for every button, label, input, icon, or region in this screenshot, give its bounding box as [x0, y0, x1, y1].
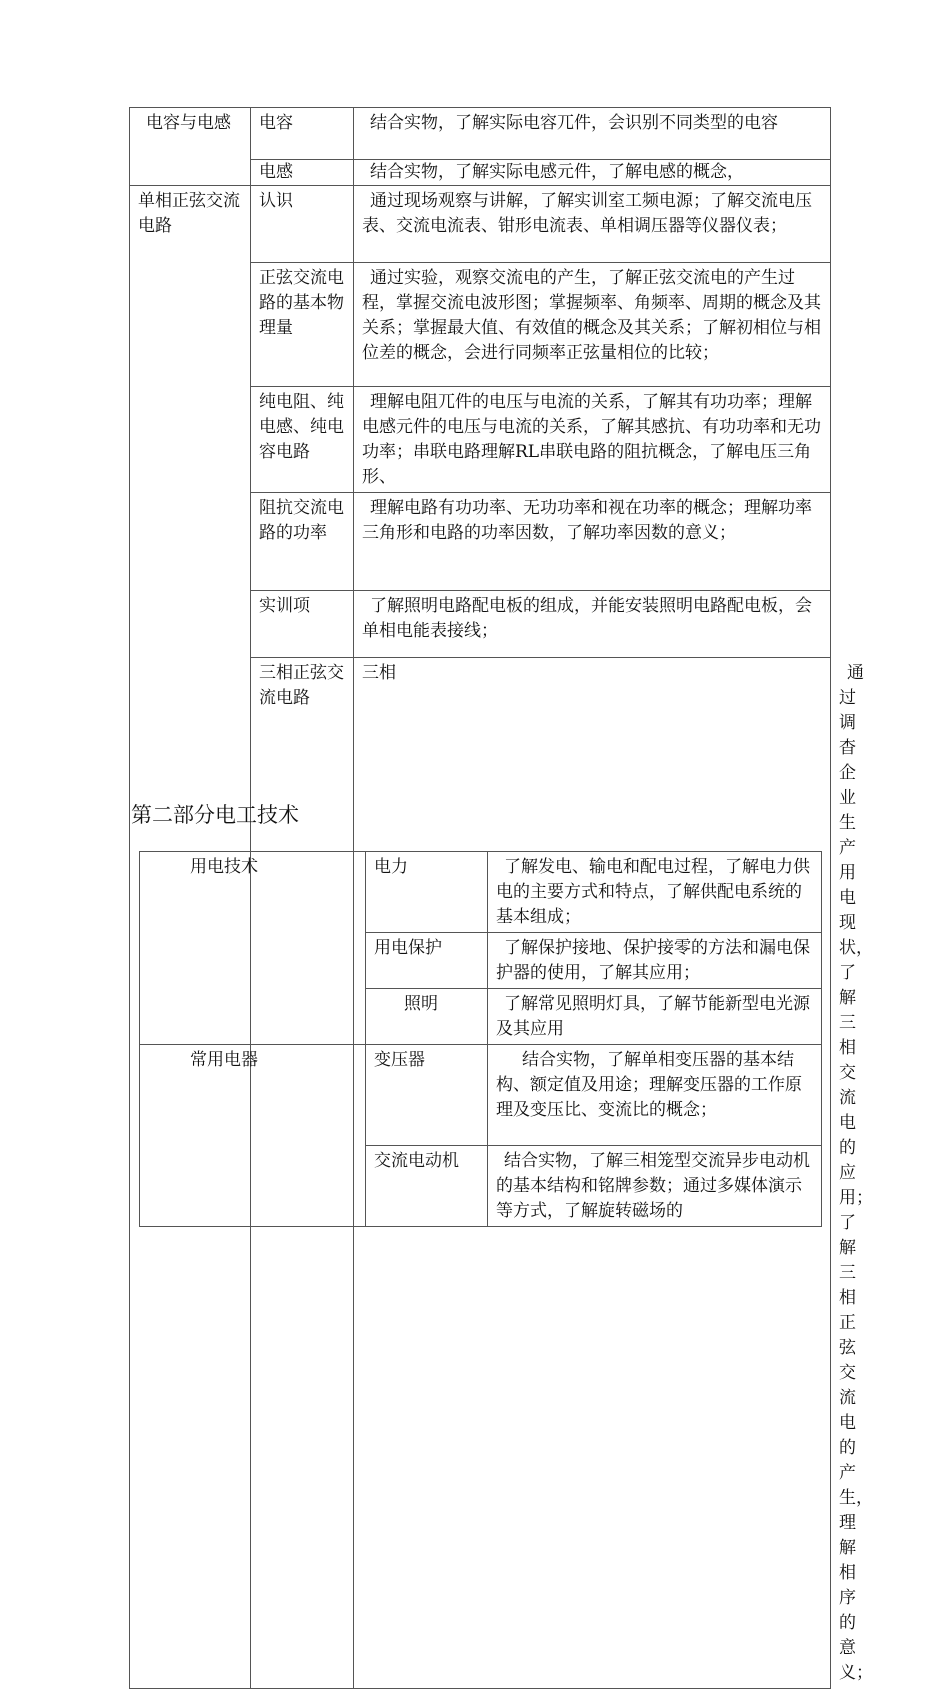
description-cell — [354, 186, 831, 263]
description-text: 了解发电、输电和配电过程，了解电力供电的主要方式和特点，了解供配电系统的基本组成； — [496, 857, 810, 927]
subtopic-label: 纯电阻、纯电感、纯电容电路 — [259, 392, 344, 462]
subtopic-label: 照明 — [404, 994, 438, 1014]
description-text: 通过现场观察与讲解，了解实训室工频电源；了解交流电压表、交流电流表、钳形电流表、单相调压器等仪器仪表； — [362, 191, 812, 236]
subtopic-cell — [251, 160, 354, 186]
subtopic-cell — [251, 387, 354, 493]
subtopic-cell — [251, 493, 354, 591]
description-text: 结合实物，了解实际电感元件，了解电感的概念， — [370, 162, 744, 182]
description-text: 理解电路有功功率、无功功率和视在功率的概念；理解功率三角形和电路的功率因数，了解功率因数的意义； — [362, 498, 812, 543]
description-text: 结合实物，了解三相笼型交流异步电动机的基本结构和铭牌参数；通过多媒体演示等方式，了解旋转磁场的 — [496, 1151, 810, 1221]
table-row — [140, 852, 822, 933]
subtopic-cell — [251, 263, 354, 387]
table-row — [130, 108, 831, 160]
description-text: 结合实物，了解单相变压器的基本结构、额定值及用途；理解变压器的工作原理及变压比、变流比的概念； — [496, 1050, 802, 1120]
description-text: 了解照明电路配电板的组成，并能安装照明电路配电板，会单相电能表接线； — [362, 596, 812, 641]
subtopic-label: 正弦交流电路的基本物理量 — [259, 268, 344, 338]
category-label: 常用电器 — [190, 1050, 258, 1070]
description-text: 结合实物，了解实际电容兀件，会识别不同类型的电容 — [370, 113, 778, 133]
subtopic-label: 阻抗交流电路的功率 — [259, 498, 344, 543]
description-cell — [488, 852, 822, 933]
section-title: 第二部分电工技术 — [131, 803, 299, 827]
description-text: 通过调杳企业生产用电现状，了解三相交流电的应用；了解三相正弦交流电的产生，理解相序的意义； — [839, 663, 873, 1683]
description-cell — [354, 493, 831, 591]
subtopic-label: 用电保护 — [374, 938, 442, 958]
description-cell — [354, 160, 831, 186]
description-cell — [354, 591, 831, 658]
description-text: 通过实验，观察交流电的产生，了解正弦交流电的产生过程，掌握交流电波形图；掌握频率、角频率、周期的概念及其关系；掌握最大值、有效值的概念及其关系；了解初相位与相位差的概念，会进行同频率正弦量相位的比较； — [362, 268, 821, 363]
subtopic-cell — [366, 1045, 488, 1146]
table-row — [130, 186, 831, 263]
description-cell — [354, 387, 831, 493]
category-cell — [140, 852, 366, 1045]
category-label: 三相正弦交流电路 — [259, 663, 344, 708]
subtopic-cell — [251, 108, 354, 160]
description-cell — [488, 989, 822, 1045]
subtopic-label: 实训项 — [259, 596, 310, 616]
subtopic-cell — [251, 591, 354, 658]
subtopic-label: 变压器 — [374, 1050, 425, 1070]
category-label: 用电技术 — [190, 857, 258, 877]
subtopic-label: 认识 — [259, 191, 293, 211]
description-text: 了解常见照明灯具，了解节能新型电光源及其应用 — [496, 994, 810, 1039]
category-cell — [130, 108, 251, 186]
description-cell — [488, 1045, 822, 1146]
subtopic-label: 电容 — [259, 113, 293, 133]
description-cell — [354, 108, 831, 160]
subtopic-label: 三相 — [362, 663, 396, 683]
subtopic-cell — [251, 186, 354, 263]
category-cell — [140, 1045, 366, 1227]
subtopic-label: 电感 — [259, 162, 293, 182]
category-label: 电容与电感 — [146, 113, 231, 133]
description-cell — [488, 1146, 822, 1227]
table-row — [140, 1045, 822, 1146]
description-text: 了解保护接地、保护接零的方法和漏电保护器的使用，了解其应用； — [496, 938, 810, 983]
subtopic-cell — [366, 933, 488, 989]
curriculum-table-part2 — [139, 851, 822, 1227]
description-cell — [488, 933, 822, 989]
description-cell — [354, 263, 831, 387]
subtopic-cell — [366, 852, 488, 933]
subtopic-label: 电力 — [374, 857, 408, 877]
subtopic-cell — [366, 1146, 488, 1227]
category-label: 单相正弦交流电路 — [138, 191, 240, 236]
subtopic-label: 交流电动机 — [374, 1151, 459, 1171]
subtopic-cell — [366, 989, 488, 1045]
description-text: 理解电阻兀件的电压与电流的关系，了解其有功功率；理解电感元件的电压与电流的关系，了解其感抗、有功功率和无功功率；串联电路理解RL串联电路的阻抗概念，了解电压三角形、 — [362, 392, 821, 487]
